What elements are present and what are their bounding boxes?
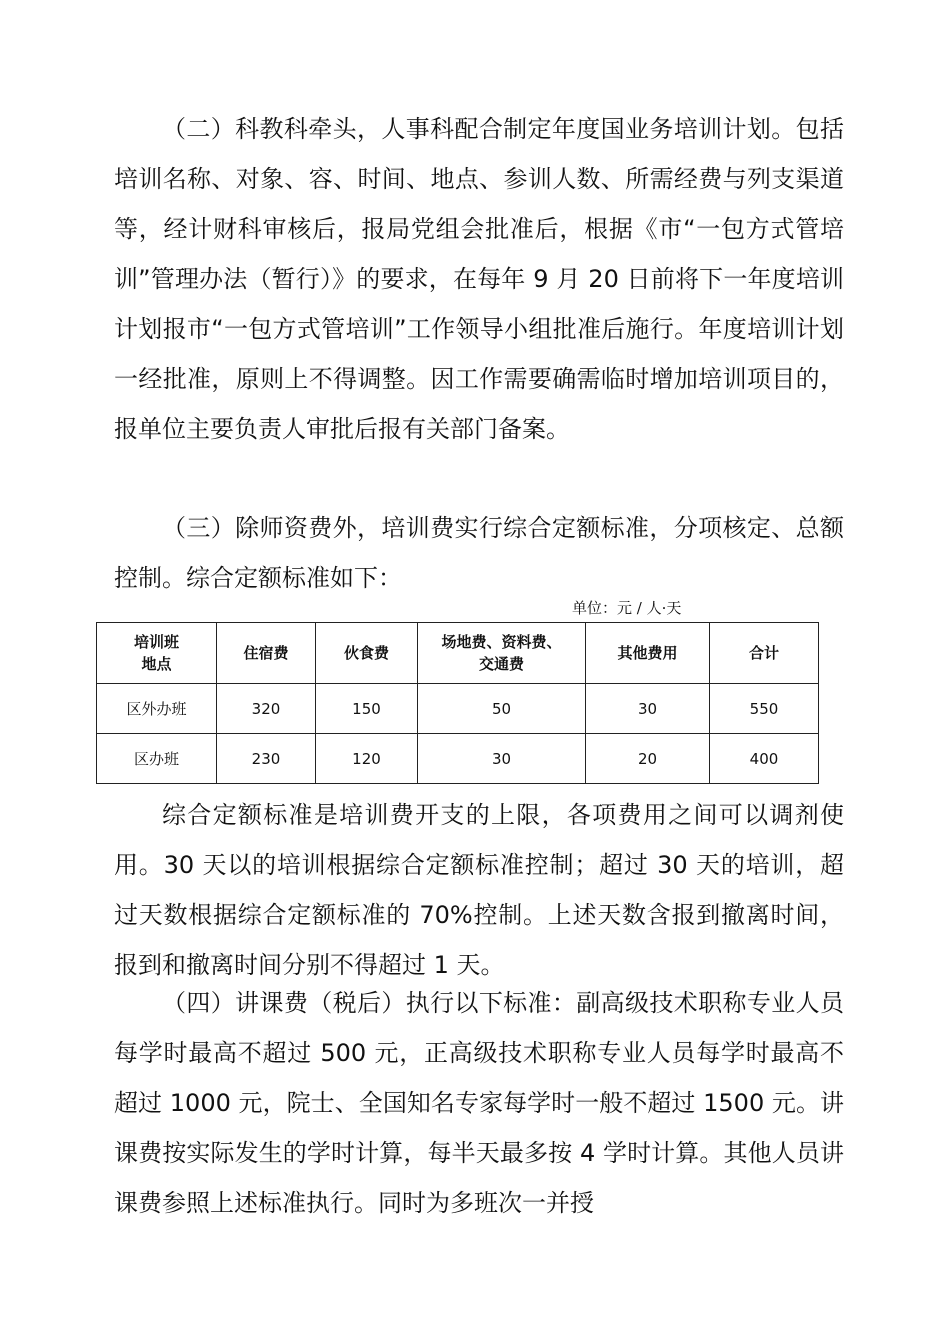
paragraph-fee-limit: 综合定额标准是培训费开支的上限，各项费用之间可以调剂使用。30 天以的培训根据综合定额标准控制；超过 30 天的培训，超过天数根据综合定额标准的 70%控制。上述天数含报到撤离时间，报到和撤离时间分别不得超过 1 天。	[114, 801, 844, 979]
header-lodging: 住宿费	[217, 623, 316, 684]
cell-location: 区办班	[97, 734, 217, 784]
cell-total: 550	[710, 684, 819, 734]
cell-total: 400	[710, 734, 819, 784]
cell-location: 区外办班	[97, 684, 217, 734]
cell-meals: 150	[316, 684, 418, 734]
header-total: 合计	[710, 623, 819, 684]
paragraph-lecture-fee: （四）讲课费（税后）执行以下标准：副高级技术职称专业人员每学时最高不超过 500 元，正高级技术职称专业人员每学时最高不超过 1000 元，院士、全国知名专家每学时一般不超过 1500 元。讲课费按实际发生的学时计算，每半天最多按 4 学时计算。其他人员讲课费参照上述标准执行。同时为多班次一并授	[114, 989, 844, 1217]
cell-venue: 50	[418, 684, 586, 734]
header-meals: 伙食费	[316, 623, 418, 684]
header-location-line1: 培训班	[133, 633, 179, 651]
training-fee-table	[96, 622, 819, 784]
header-venue	[418, 623, 586, 684]
paragraph-fee-standard-intro: （三）除师资费外，培训费实行综合定额标准，分项核定、总额控制。综合定额标准如下：	[114, 514, 844, 592]
table-unit-label: 单位：元 / 人·天	[572, 599, 682, 617]
header-location	[97, 623, 217, 684]
header-other: 其他费用	[586, 623, 710, 684]
header-venue-line1: 场地费、资料费、	[441, 633, 562, 651]
cell-venue: 30	[418, 734, 586, 784]
table-row	[97, 734, 819, 784]
table-row	[97, 684, 819, 734]
paragraph-training-plan: （二）科教科牵头，人事科配合制定年度国业务培训计划。包括培训名称、对象、容、时间、地点、参训人数、所需经费与列支渠道等，经计财科审核后，报局党组会批准后，根据《市“一包方式管培训”管理办法（暂行）》的要求，在每年 9 月 20 日前将下一年度培训计划报市“一包方式管培训”工作领导小组批准后施行。年度培训计划一经批准，原则上不得调整。因工作需要确需临时增加培训项目的，报单位主要负责人审批后报有关部门备案。	[114, 115, 844, 443]
cell-other: 20	[586, 734, 710, 784]
table-header-row	[97, 623, 819, 684]
header-location-line2: 地点	[141, 655, 172, 673]
cell-other: 30	[586, 684, 710, 734]
cell-lodging: 320	[217, 684, 316, 734]
cell-meals: 120	[316, 734, 418, 784]
header-venue-line2: 交通费	[478, 655, 524, 673]
cell-lodging: 230	[217, 734, 316, 784]
